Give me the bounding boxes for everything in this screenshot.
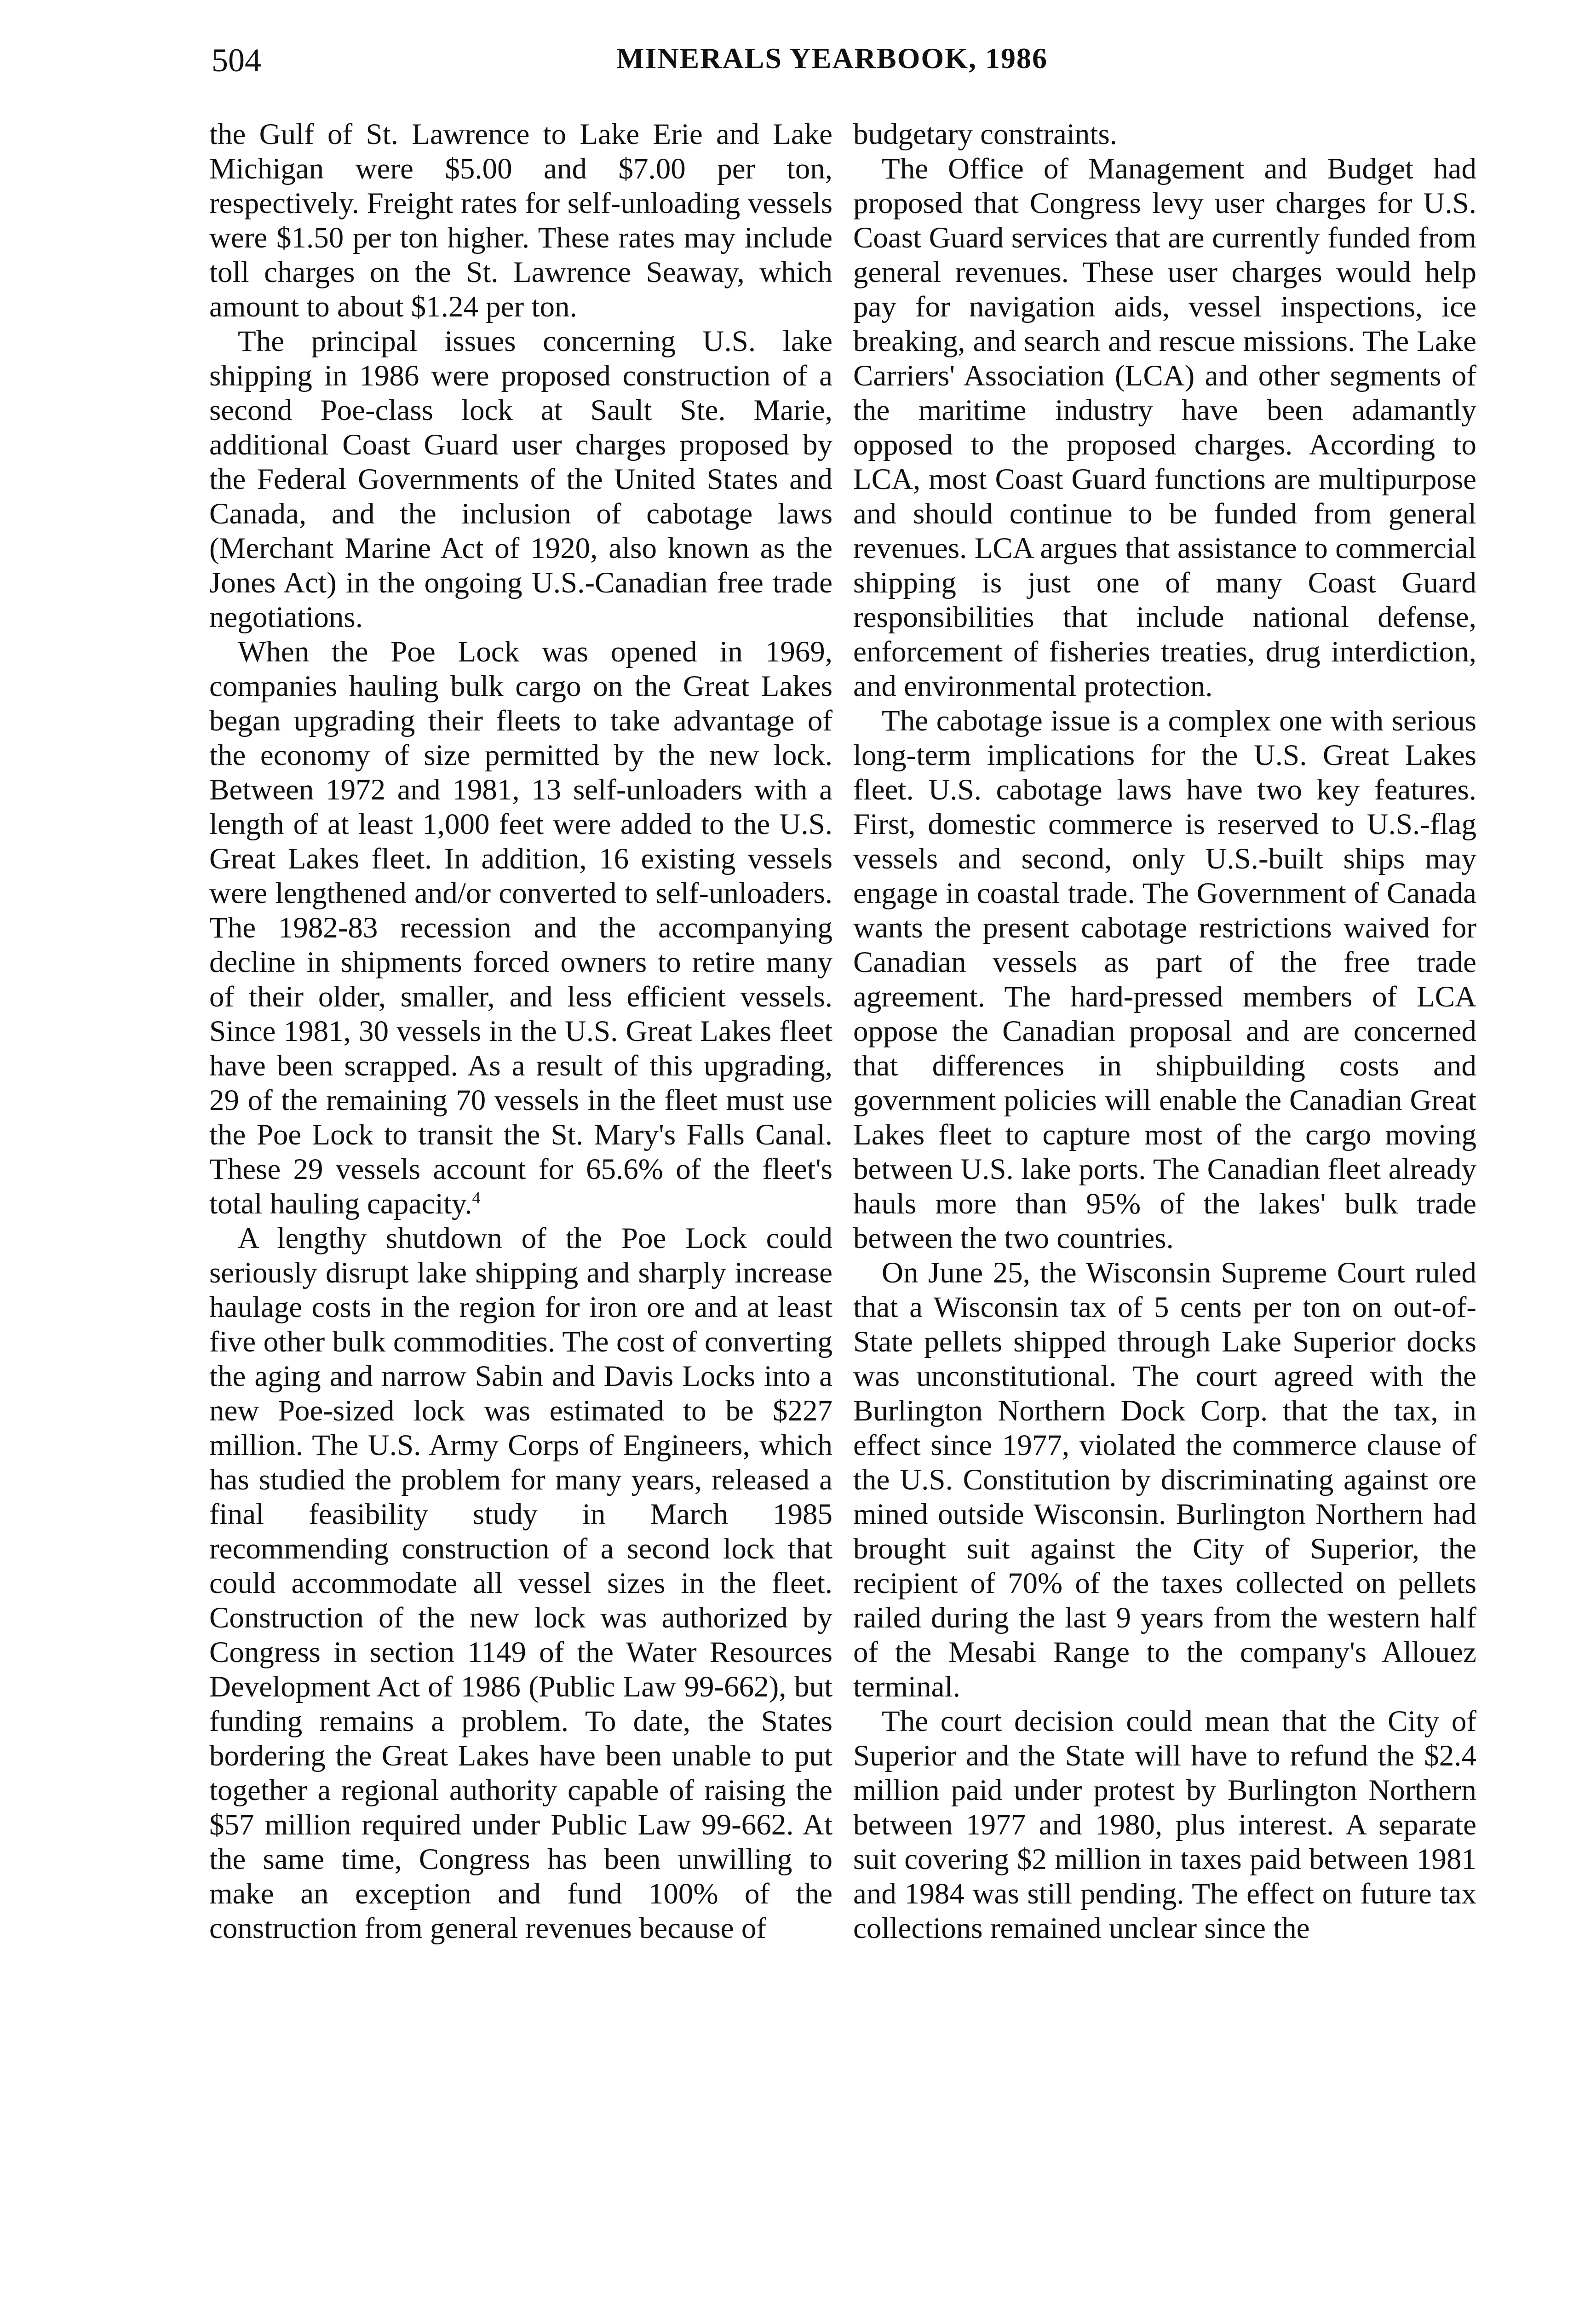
paragraph: The court decision could mean that the City of Superior and the State will have to refund the $2.4 million paid under protest by Burlington Northern between 1977 and 1980, plus interest. A separate suit covering $2 million in taxes paid between 1981 and 1984 was still pending. The effect on future tax collections remained unclear since the	[853, 1705, 1476, 1945]
footnote-marker: 4	[472, 1188, 481, 1207]
paragraph: The Office of Management and Budget had proposed that Congress levy user charges for U.S. Coast Guard services that are currently funded from general revenues. These user charges would help pay for navigation aids, vessel inspections, ice breaking, and search and rescue missions. The Lake Carriers' Association (LCA) and other segments of the maritime industry have been adamantly opposed to the proposed charges. According to LCA, most Coast Guard functions are multipurpose and should continue to be funded from general revenues. LCA argues that assistance to commercial shipping is just one of many Coast Guard responsibilities that include national defense, enforcement of fisheries treaties, drug interdiction, and environmental protection.	[853, 152, 1476, 703]
paragraph: On June 25, the Wisconsin Supreme Court ruled that a Wisconsin tax of 5 cents per ton on out-of-State pellets shipped through Lake Superior docks was unconstitutional. The court agreed with the Burlington Northern Dock Corp. that the tax, in effect since 1977, violated the commerce clause of the U.S. Constitution by discriminating against ore mined outside Wisconsin. Burlington Northern had brought suit against the City of Superior, the recipient of 70% of the taxes collected on pellets railed during the last 9 years from the western half of the Mesabi Range to the company's Allouez terminal.	[853, 1256, 1476, 1703]
paragraph: budgetary constraints.	[853, 118, 1118, 151]
paragraph-text: When the Poe Lock was opened in 1969, companies hauling bulk cargo on the Great Lakes began upgrading their fleets to take advantage of the economy of size permitted by the new lock. Between 1972 and 1981, 13 self-unloaders with a length of at least 1,000 feet were added to the U.S. Great Lakes fleet. In addition, 16 existing vessels were lengthened and/or converted to self-unloaders. The 1982-83 recession and the accompanying decline in shipments forced owners to retire many of their older, smaller, and less efficient vessels. Since 1981, 30 vessels in the U.S. Great Lakes fleet have been scrapped. As a result of this upgrading, 29 of the remaining 70 vessels in the fleet must use the Poe Lock to transit the St. Mary's Falls Canal. These 29 vessels account for 65.6% of the fleet's total hauling capacity.	[209, 635, 832, 1220]
running-header	[212, 32, 1058, 97]
left-column	[209, 117, 832, 1946]
running-title: MINERALS YEARBOOK, 1986	[616, 42, 1048, 75]
paragraph: The cabotage issue is a complex one with serious long-term implications for the U.S. Great Lakes fleet. U.S. cabotage laws have two key features. First, domestic commerce is reserved to U.S.-flag vessels and second, only U.S.-built ships may engage in coastal trade. The Government of Canada wants the present cabotage restrictions waived for Canadian vessels as part of the free trade agreement. The hard-pressed members of LCA oppose the Canadian proposal and are concerned that differences in shipbuilding costs and government policies will enable the Canadian Great Lakes fleet to capture most of the cargo moving between U.S. lake ports. The Canadian fleet already hauls more than 95% of the lakes' bulk trade between the two countries.	[853, 704, 1476, 1255]
paragraph: The principal issues concerning U.S. lake shipping in 1986 were proposed construction of a second Poe-class lock at Sault Ste. Marie, additional Coast Guard user charges proposed by the Federal Governments of the United States and Canada, and the inclusion of cabotage laws (Merchant Marine Act of 1920, also known as the Jones Act) in the ongoing U.S.-Canadian free trade negotiations.	[209, 325, 832, 634]
paragraph	[209, 635, 832, 1221]
page-number: 504	[212, 42, 261, 79]
paragraph: A lengthy shutdown of the Poe Lock could seriously disrupt lake shipping and sharply increase haulage costs in the region for iron ore and at least five other bulk commodities. The cost of converting the aging and narrow Sabin and Davis Locks into a new Poe-sized lock was estimated to be $227 million. The U.S. Army Corps of Engineers, which has studied the problem for many years, released a final feasibility study in March 1985 recommending construction of a second lock that could accommodate all vessel sizes in the fleet. Construction of the new lock was authorized by Congress in section 1149 of the Water Resources Development Act of 1986 (Public Law 99-662), but funding remains a problem. To date, the States bordering the Great Lakes have been unable to put together a regional authority capable of raising the $57 million required under Public Law 99-662. At the same time, Congress has been unwilling to make an exception and fund 100% of the construction from general revenues because of	[209, 1222, 832, 1945]
paragraph: the Gulf of St. Lawrence to Lake Erie and Lake Michigan were $5.00 and $7.00 per ton, respectively. Freight rates for self-unloading vessels were $1.50 per ton higher. These rates may include toll charges on the St. Lawrence Seaway, which amount to about $1.24 per ton.	[209, 118, 832, 323]
right-column	[853, 117, 1476, 1946]
